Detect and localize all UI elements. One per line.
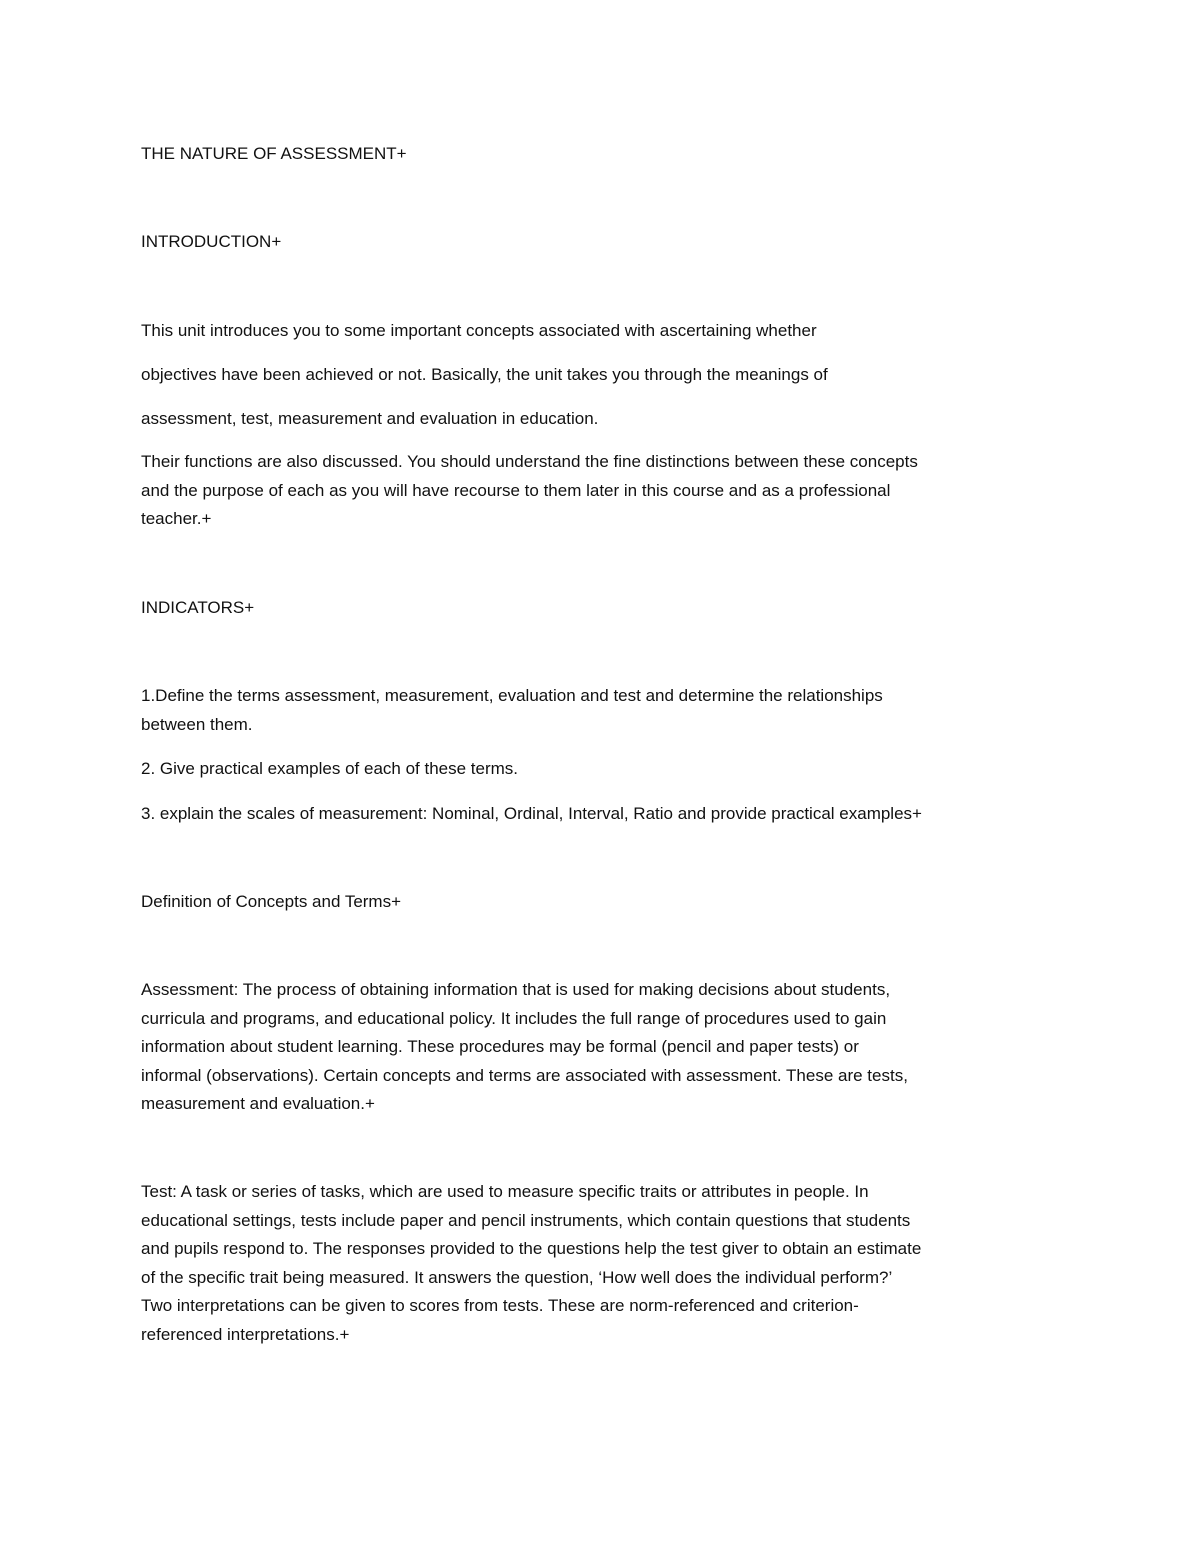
test-line-3: and pupils respond to. The responses provided to the questions help the test giver to obtain an estimate bbox=[141, 1239, 922, 1258]
indicators-heading: INDICATORS+ bbox=[141, 598, 255, 617]
assessment-line-4: informal (observations). Certain concepts and terms are associated with assessment. These are tests, bbox=[141, 1065, 908, 1085]
intro-line-1: This unit introduces you to some important concepts associated with ascertaining whether bbox=[141, 321, 817, 340]
functions-line-1: Their functions are also discussed. You should understand the fine distinctions between these concepts bbox=[141, 452, 918, 471]
indicator-2: 2. Give practical examples of each of these terms. bbox=[141, 759, 519, 778]
functions-line-2: and the purpose of each as you will have recourse to them later in this course and as a professional bbox=[141, 480, 891, 500]
test-paragraph bbox=[141, 1178, 1071, 1349]
test-line-4: of the specific trait being measured. It answers the question, ‘How well does the individual perform?’ bbox=[141, 1267, 893, 1287]
functions-line-3: teacher.+ bbox=[141, 509, 212, 528]
intro-line-3: assessment, test, measurement and evaluation in education. bbox=[141, 409, 599, 428]
test-line-6: referenced interpretations.+ bbox=[141, 1324, 350, 1344]
assessment-line-2: curricula and programs, and educational policy. It includes the full range of procedures used to gain bbox=[141, 1008, 887, 1028]
indicator-3: 3. explain the scales of measurement: Nominal, Ordinal, Interval, Ratio and provide practical examples+ bbox=[141, 804, 922, 823]
test-line-1: Test: A task or series of tasks, which are used to measure specific traits or attributes in people. In bbox=[141, 1182, 869, 1201]
assessment-line-3: information about student learning. These procedures may be formal (pencil and paper tests) or bbox=[141, 1037, 859, 1056]
introduction-heading: INTRODUCTION+ bbox=[141, 232, 282, 251]
functions-paragraph bbox=[141, 448, 1071, 534]
indicator-1-line-1: 1.Define the terms assessment, measurement, evaluation and test and determine the relationships bbox=[141, 686, 883, 705]
indicator-1 bbox=[141, 682, 1071, 739]
assessment-line-1: Assessment: The process of obtaining information that is used for making decisions about students, bbox=[141, 980, 891, 999]
test-line-2: educational settings, tests include paper and pencil instruments, which contain questions that students bbox=[141, 1210, 911, 1230]
assessment-line-5: measurement and evaluation.+ bbox=[141, 1094, 375, 1113]
document-title: THE NATURE OF ASSESSMENT+ bbox=[141, 144, 407, 163]
assessment-paragraph bbox=[141, 976, 1071, 1119]
intro-line-2: objectives have been achieved or not. Basically, the unit takes you through the meanings of bbox=[141, 365, 828, 384]
definitions-heading: Definition of Concepts and Terms+ bbox=[141, 892, 402, 911]
indicator-1-line-2: between them. bbox=[141, 714, 253, 734]
test-line-5: Two interpretations can be given to scores from tests. These are norm-referenced and criterion- bbox=[141, 1296, 859, 1315]
